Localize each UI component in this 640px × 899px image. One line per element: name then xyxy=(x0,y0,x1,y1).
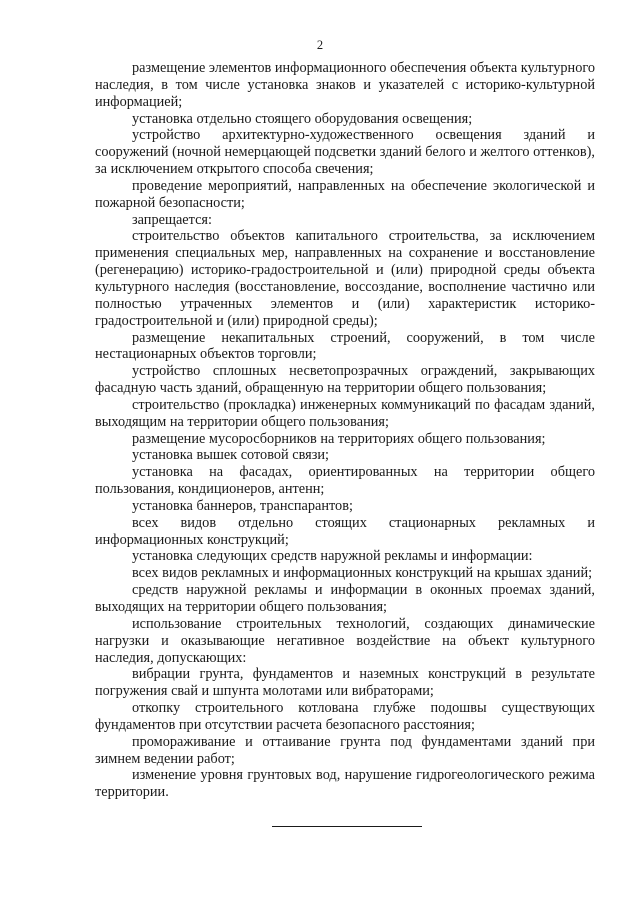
paragraph: установка вышек сотовой связи; xyxy=(132,447,329,464)
paragraph: устройство архитектурно-художественного освещения зданий и сооружений (ночной немерцающей подсветки зданий белого и желтого оттенков), за исключением открытого способа свечения; xyxy=(95,127,595,178)
paragraph: строительство объектов капитального строительства, за исключением применения специальных мер, направленных на сохранение и восстановление (регенерацию) историко-градостроительной и (или) природной среды объекта культурного наследия (восстановление, воссоздание, восполнение частично или полностью утраченных элементов и (или) характеристик историко-градостроительной и (или) природной среды); xyxy=(95,228,595,329)
paragraph: установка на фасадах, ориентированных на территории общего пользования, кондиционеров, антенн; xyxy=(95,464,595,498)
paragraph: установка баннеров, транспарантов; xyxy=(132,497,353,514)
paragraph: промораживание и оттаивание грунта под фундаментами зданий при зимнем ведении работ; xyxy=(95,733,595,767)
paragraph: размещение некапитальных строений, сооружений, в том числе нестационарных объектов торговли; xyxy=(95,329,595,363)
paragraph: размещение мусоросборников на территориях общего пользования; xyxy=(132,430,546,447)
document-body xyxy=(95,60,595,801)
paragraph: запрещается: xyxy=(132,211,212,228)
paragraph: установка отдельно стоящего оборудования освещения; xyxy=(132,110,473,127)
paragraph: всех видов рекламных и информационных конструкций на крышах зданий; xyxy=(132,565,593,582)
paragraph: средств наружной рекламы и информации в оконных проемах зданий, выходящих на территории общего пользования; xyxy=(95,582,595,615)
paragraph: строительство (прокладка) инженерных коммуникаций по фасадам зданий, выходящим на территории общего пользования; xyxy=(95,396,595,430)
page-number: 2 xyxy=(316,38,324,52)
paragraph: устройство сплошных несветопрозрачных ограждений, закрывающих фасадную часть зданий, обращенную на территории общего пользования; xyxy=(95,363,595,397)
paragraph: использование строительных технологий, создающих динамические нагрузки и оказывающие негативное воздействие на объект культурного наследия, допускающих: xyxy=(95,615,595,666)
paragraph: вибрации грунта, фундаментов и наземных конструкций в результате погружения свай и шпунта молотами или вибраторами; xyxy=(95,666,595,700)
paragraph: всех видов отдельно стоящих стационарных рекламных и информационных конструкций; xyxy=(95,514,595,548)
paragraph: проведение мероприятий, направленных на обеспечение экологической и пожарной безопасности; xyxy=(95,177,595,211)
paragraph: установка следующих средств наружной рекламы и информации: xyxy=(132,548,533,565)
paragraph: размещение элементов информационного обеспечения объекта культурного наследия, в том числе установка знаков и указателей с историко-культурной информацией; xyxy=(95,60,595,110)
end-separator-line xyxy=(272,826,422,827)
paragraph: откопку строительного котлована глубже подошвы существующих фундаментов при отсутствии расчета безопасного расстояния; xyxy=(95,700,595,733)
paragraph: изменение уровня грунтовых вод, нарушение гидрогеологического режима территории. xyxy=(95,767,595,801)
